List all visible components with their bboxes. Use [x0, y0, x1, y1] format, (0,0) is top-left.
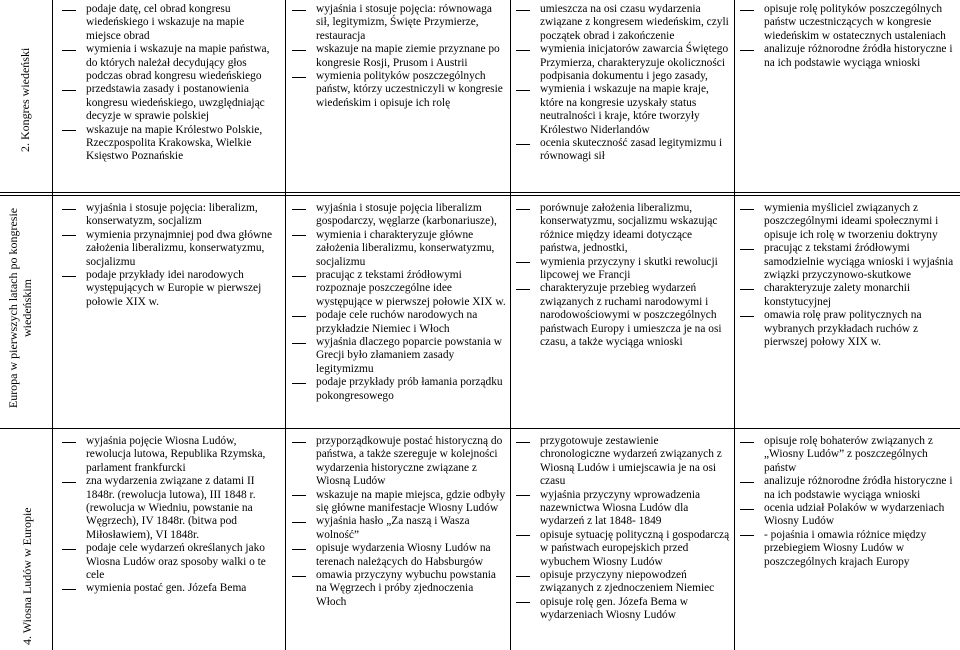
dash-bullet — [62, 235, 76, 236]
cell-kongres-full — [514, 3, 730, 191]
dash-bullet — [62, 50, 76, 51]
section-label-cell-wiosna — [0, 429, 52, 650]
list-item: wymienia postać gen. Józefa Bema — [60, 582, 282, 595]
section-label-wiosna: 4. Wiosna Ludów w Europie — [20, 507, 34, 645]
list-item: opisuje rolę bohaterów związanych z „Wiosny Ludów” z poszczególnych państw — [738, 435, 958, 475]
section-label-cell-kongres — [0, 0, 52, 192]
dash-bullet — [740, 289, 754, 290]
list-item: porównuje założenia liberalizmu, konserwatyzmu, socjalizmu wskazując różnice między ideami dotyczące państwa, jednostki, — [514, 202, 730, 256]
cell-europa-basic — [60, 202, 280, 426]
list-item: analizuje różnorodne źródła historyczne i na ich podstawie wyciąga wnioski — [738, 43, 958, 70]
dash-bullet — [516, 262, 530, 263]
dash-bullet — [516, 10, 530, 11]
dash-bullet — [740, 509, 754, 510]
dash-bullet — [62, 442, 76, 443]
col-divider-3 — [734, 0, 735, 650]
list-item: podaje datę, cel obrad kongresu wiedeńskiego i wskazuje na mapie miejsce obrad — [60, 3, 280, 43]
list-item: wymienia polityków poszczególnych państw, którzy uczestniczyli w kongresie wiedeńskim i opisuje ich rolę — [290, 70, 506, 110]
cell-kongres-excellent — [738, 3, 958, 191]
cell-europa-excellent — [738, 202, 958, 426]
list-item: wymienia i wskazuje na mapie państwa, do których należał decydujący głos podczas obrad kongresu wiedeńskiego — [60, 43, 280, 83]
list-item: wyjaśnia i stosuje pojęcia: równowaga sił, legitymizm, Święte Przymierze, restauracja — [290, 3, 506, 43]
cell-europa-extended — [290, 202, 506, 426]
list-item: wymienia i wskazuje na mapie kraje, które na kongresie uzyskały status neutralności i kraje, które tworzyły Królestwo Niderlandów — [514, 83, 730, 137]
col-divider-2 — [510, 0, 511, 650]
dash-bullet — [292, 576, 306, 577]
list-item: wyjaśnia dlaczego poparcie powstania w Grecji było złamaniem zasady legitymizmu — [290, 336, 506, 376]
dash-bullet — [292, 316, 306, 317]
list-item: wymienia inicjatorów zawarcia Świętego Przymierza, charakteryzuje okoliczności podpisania dokumentu i jego zasady, — [514, 43, 730, 83]
list-item: przygotowuje zestawienie chronologiczne wydarzeń związanych z Wiosną Ludów i umiejscawia je na osi czasu — [514, 435, 730, 489]
dash-bullet — [740, 535, 754, 536]
dash-bullet — [292, 495, 306, 496]
list-item: ocenia skuteczność zasad legitymizmu i równowagi sił — [514, 137, 730, 164]
dash-bullet — [740, 482, 754, 483]
list-item: wymienia przynajmniej pod dwa główne założenia liberalizmu, konserwatyzmu, socjalizmu — [60, 229, 280, 269]
dash-bullet — [516, 289, 530, 290]
dash-bullet — [516, 209, 530, 210]
cell-kongres-basic — [60, 3, 280, 191]
list-item: przedstawia zasady i postanowienia kongresu wiedeńskiego, uwzględniając decyzje w sprawie polskiej — [60, 83, 280, 123]
list-item: wyjaśnia hasło „Za naszą i Wasza wolność” — [290, 515, 506, 542]
cell-kongres-extended — [290, 3, 506, 191]
list-item: wyjaśnia przyczyny wprowadzenia nazewnictwa Wiosna Ludów dla wydarzeń z lat 1848- 1849 — [514, 489, 730, 529]
cell-wiosna-excellent — [738, 435, 958, 649]
list-item: opisuje sytuację polityczną i gospodarczą w państwach europejskich przed wybuchem Wiosny Ludów — [514, 529, 730, 569]
row-divider-top-2 — [0, 195, 960, 196]
cell-wiosna-full — [514, 435, 730, 649]
dash-bullet — [292, 235, 306, 236]
list-item: pracując z tekstami źródłowymi samodzielnie wyciąga wnioski i wyjaśnia związki przyczynowo-skutkowe — [738, 242, 958, 282]
dash-bullet — [292, 522, 306, 523]
list-item: podaje cele ruchów narodowych na przykładzie Niemiec i Włoch — [290, 309, 506, 336]
dash-bullet — [292, 10, 306, 11]
cell-wiosna-extended — [290, 435, 506, 649]
dash-bullet — [516, 495, 530, 496]
list-item: opisuje rolę gen. Józefa Bema w wydarzeniach Wiosny Ludów — [514, 596, 730, 623]
list-item: wskazuje na mapie Królestwo Polskie, Rzeczpospolita Krakowska, Wielkie Księstwo Poznańskie — [60, 124, 280, 164]
dash-bullet — [62, 482, 76, 483]
list-item: charakteryzuje zalety monarchii konstytucyjnej — [738, 282, 958, 309]
list-item: wskazuje na mapie ziemie przyznane po kongresie Rosji, Prusom i Austrii — [290, 43, 506, 70]
list-item: podaje przykłady prób łamania porządku pokongresowego — [290, 376, 506, 403]
row-divider-bottom — [0, 428, 960, 429]
list-item: opisuje wydarzenia Wiosny Ludów na terenach należących do Habsburgów — [290, 542, 506, 569]
dash-bullet — [516, 50, 530, 51]
list-item: opisuje przyczyny niepowodzeń związanych z zjednoczeniem Niemiec — [514, 569, 730, 596]
list-item: opisuje rolę polityków poszczególnych państw uczestniczących w kongresie wiedeńskim w ostatecznych ustaleniach — [738, 3, 958, 43]
dash-bullet — [62, 549, 76, 550]
dash-bullet — [740, 316, 754, 317]
dash-bullet — [62, 589, 76, 590]
col-divider-0 — [52, 0, 53, 650]
dash-bullet — [62, 130, 76, 131]
list-item: ocenia udział Polaków w wydarzeniach Wiosny Ludów — [738, 502, 958, 529]
cell-europa-full — [514, 202, 730, 426]
list-item: wskazuje na mapie miejsca, gdzie odbyły się główne manifestacje Wiosny Ludów — [290, 489, 506, 516]
dash-bullet — [292, 442, 306, 443]
dash-bullet — [516, 442, 530, 443]
list-item: analizuje różnorodne źródła historyczne i na ich podstawie wyciąga wnioski — [738, 475, 958, 502]
dash-bullet — [292, 549, 306, 550]
list-item: przyporządkowuje postać historyczną do państwa, a także szereguje w kolejności wydarzenia historyczne związane z Wiosną Ludów — [290, 435, 506, 489]
dash-bullet — [292, 77, 306, 78]
list-item: zna wydarzenia związane z datami II 1848r. (rewolucja lutowa), III 1848 r. (rewolucja w Wiedniu, powstanie na Węgrzech), IV 1848r. (bitwa pod Miłosławiem), VI 1848r. — [60, 475, 282, 542]
dash-bullet — [740, 10, 754, 11]
dash-bullet — [516, 576, 530, 577]
dash-bullet — [516, 90, 530, 91]
dash-bullet — [62, 90, 76, 91]
list-item: umieszcza na osi czasu wydarzenia związane z kongresem wiedeńskim, czyli początek obrad i zakończenie — [514, 3, 730, 43]
list-item: wyjaśnia pojęcie Wiosna Ludów, rewolucja lutowa, Republika Rzymska, parlament frankfurcki — [60, 435, 282, 475]
col-divider-1 — [285, 0, 286, 650]
list-item: wymienia przyczyny i skutki rewolucji lipcowej we Francji — [514, 256, 730, 283]
dash-bullet — [516, 144, 530, 145]
dash-bullet — [62, 209, 76, 210]
dash-bullet — [516, 535, 530, 536]
list-item: wyjaśnia i stosuje pojęcia liberalizm gospodarczy, węglarze (karbonariusze), — [290, 202, 506, 229]
list-item: omawia przyczyny wybuchu powstania na Węgrzech i próby zjednoczenia Włoch — [290, 569, 506, 609]
list-item: wyjaśnia i stosuje pojęcia: liberalizm, konserwatyzm, socjalizm — [60, 202, 280, 229]
dash-bullet — [740, 249, 754, 250]
dash-bullet — [292, 209, 306, 210]
list-item: wymienia myśliciel związanych z poszczególnymi ideami społecznymi i opisuje ich rolę w tworzeniu doktryny — [738, 202, 958, 242]
dash-bullet — [516, 602, 530, 603]
dash-bullet — [292, 50, 306, 51]
dash-bullet — [62, 10, 76, 11]
section-label-europa: Europa w pierwszych latach po kongresie wiedeńskim — [6, 207, 34, 409]
section-label-kongres: 2. Kongres wiedeński — [18, 47, 32, 152]
dash-bullet — [740, 209, 754, 210]
dash-bullet — [740, 50, 754, 51]
list-item: podaje cele wydarzeń określanych jako Wiosna Ludów oraz sposoby walki o te cele — [60, 542, 282, 582]
section-label-cell-europa — [0, 196, 52, 428]
dash-bullet — [292, 276, 306, 277]
list-item: wymienia i charakteryzuje główne założenia liberalizmu, konserwatyzmu, socjalizmu — [290, 229, 506, 269]
list-item: podaje przykłady idei narodowych występujących w Europie w pierwszej połowie XIX w. — [60, 269, 280, 309]
list-item: - pojaśnia i omawia różnice między przebiegiem Wiosny Ludów w poszczególnych krajach Europy — [738, 529, 958, 569]
row-divider-top — [0, 192, 960, 193]
cell-wiosna-basic — [60, 435, 282, 649]
list-item: pracując z tekstami źródłowymi rozpoznaje poszczególne idee występujące w pierwszej połowie XIX w. — [290, 269, 506, 309]
dash-bullet — [62, 276, 76, 277]
dash-bullet — [740, 442, 754, 443]
list-item: charakteryzuje przebieg wydarzeń związanych z ruchami narodowymi i narodowościowymi w poszczególnych państwach Europy i umieszcza je na osi czasu, a także wyciąga wnioski — [514, 282, 730, 349]
list-item: omawia rolę praw politycznych na wybranych przykładach ruchów z pierwszej połowy XIX w. — [738, 309, 958, 349]
dash-bullet — [292, 383, 306, 384]
dash-bullet — [292, 343, 306, 344]
